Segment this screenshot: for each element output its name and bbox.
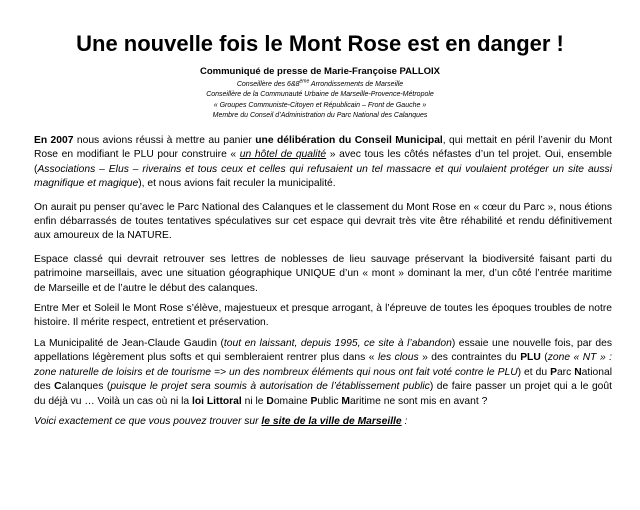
paragraph-parc-national: On aurait pu penser qu’avec le Parc National des Calanques et le classement du Mont Rose en « cœur du Parc », nous étions enfin débarrassés de toutes tentatives spéculatives sur cet espace qui devrait très vite être réhabilité et rendu définitivement aux amoureux de la NATURE.	[34, 201, 612, 242]
author-roles	[0, 80, 640, 122]
paragraph-mer-soleil: Entre Mer et Soleil le Mont Rose s’élève, majestueux et presque arrogant, à l’épreuve de toutes les époques troubles de notre histoire. Il mérite respect, entretient et préservation.	[34, 303, 612, 329]
author-role-line: Conseillère de la Communauté Urbaine de Marseille-Provence-Métropole	[206, 91, 434, 99]
author-role-line: Membre du Conseil d’Administration du Parc National des Calanques	[212, 112, 428, 120]
press-release-byline: Communiqué de presse de Marie-Françoise PALLOIX	[199, 66, 441, 77]
marseille-site-link[interactable]: le site de la ville de Marseille	[261, 415, 402, 427]
paragraph-2007: En 2007 nous avions réussi à mettre au panier une délibération du Conseil Municipal, qui mettait en péril l’avenir du Mont Rose en modifiant le PLU pour construire « un hôtel de qualité » avec tous les côtés néfastes d’un tel projet. Oui, ensemble (Associations – Elus – riverains et tous ceux et celles qui refusaient un tel massacre et qui voulaient protéger un site aussi magnifique et magique), et nous avions fait reculer la municipalité.	[34, 135, 612, 190]
document-body	[34, 134, 612, 438]
paragraph-municipalite: La Municipalité de Jean-Claude Gaudin (tout en laissant, depuis 1995, ce site à l’abandon) essaie une nouvelle fois, par des appellations légèrement plus softs et qui sembleraient rentrer plus dans « les clous » des contraintes du PLU (zone « NT » : zone naturelle de loisirs et de tourisme => un des nombreux éléments qui nous ont fait voté contre le PLU) et du Parc National des Calanques (puisque le projet sera soumis à autorisation de l’établissement public) de faire passer un projet qui a le goût du déjà vu … Voilà un cas où ni la loi Littoral ni le Domaine Public Maritime ne sont mis en avant ?	[34, 337, 613, 407]
author-role-line: Conseillère des 6&8ème Arrondissements de Marseille	[236, 78, 404, 88]
paragraph-voici: Voici exactement ce que vous pouvez trouver sur le site de la ville de Marseille :	[34, 415, 408, 427]
paragraph-espace-classe: Espace classé qui devrait retrouver ses lettres de noblesses de lieu sauvage préservant la biodiversité faisant parti du patrimoine marseillais, avec une situation géographique UNIQUE d’un « mont » dominant la mer, d’un côté l’entrée maritime de Marseille et de l’autre le début des calanques.	[34, 253, 612, 294]
author-role-line: « Groupes Communiste-Citoyen et Républicain – Front de Gauche »	[213, 101, 427, 109]
document-title: Une nouvelle fois le Mont Rose est en danger !	[76, 31, 564, 56]
